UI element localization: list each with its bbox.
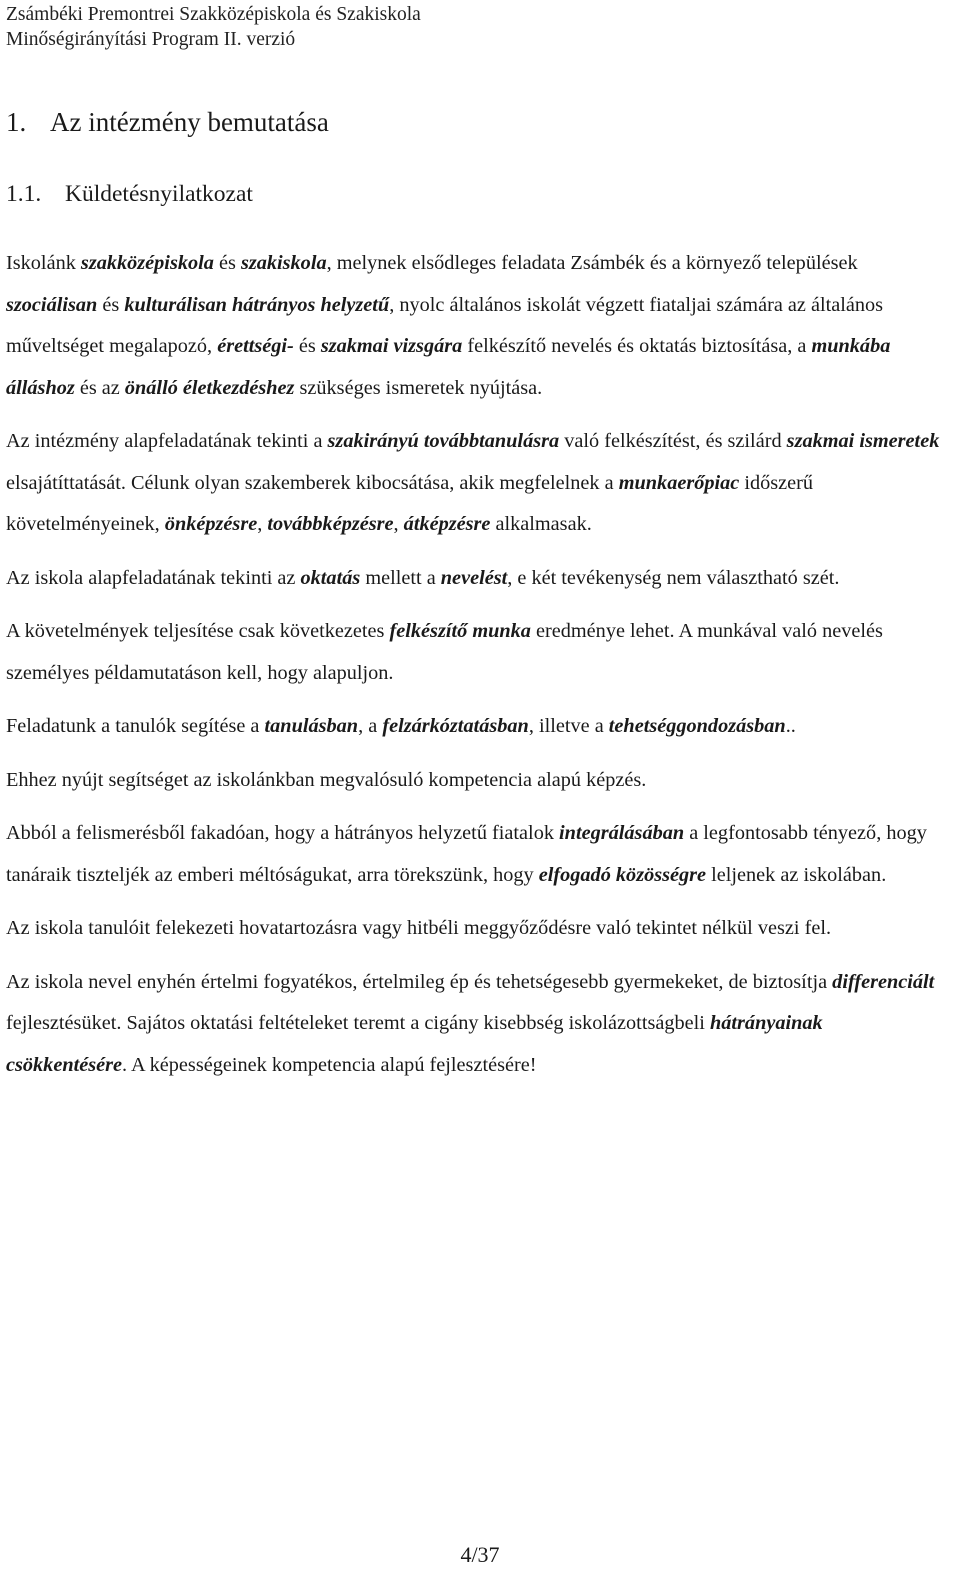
- text-run: ..: [785, 715, 796, 737]
- page-number: 4/37: [460, 1542, 500, 1567]
- text-run: , a: [358, 715, 383, 737]
- text-run: ,: [393, 513, 404, 535]
- text-run: Az intézmény alapfeladatának tekinti a: [6, 430, 328, 452]
- keyword-emphasis: oktatás: [300, 566, 361, 589]
- text-run: és: [213, 252, 241, 274]
- keyword-emphasis: továbbképzésre: [267, 513, 394, 535]
- text-run: időszerű követelményeinek,: [6, 471, 814, 535]
- keyword-emphasis: hátrányainak csökkentésére: [6, 1012, 823, 1076]
- paragraph: [6, 558, 946, 600]
- keyword-emphasis: munkába álláshoz: [6, 335, 891, 399]
- keyword-emphasis: nevelést: [440, 566, 508, 589]
- paragraph: [6, 243, 946, 409]
- keyword-emphasis: érettségi-: [217, 335, 294, 357]
- text-run: A követelmények teljesítése csak következetes: [6, 620, 390, 642]
- paragraph: [6, 962, 946, 1087]
- text-run: elsajátíttatását. Célunk olyan szakemberek kibocsátása, akik megfelelnek a: [6, 471, 619, 494]
- text-run: Iskolánk: [6, 252, 81, 274]
- subsection-title: Küldetésnyilatkozat: [65, 181, 253, 207]
- text-run: eredménye lehet. A munkával való nevelés személyes példamutatáson kell, hogy alapuljon.: [6, 620, 883, 684]
- keyword-emphasis: szakközépiskola: [80, 252, 214, 274]
- text-run: Az iskola nevel enyhén értelmi fogyatékos, értelmileg ép és tehetségesebb gyermekeket, de biztosítja: [6, 970, 833, 993]
- keyword-emphasis: szakiskola: [240, 252, 327, 274]
- paragraph: [6, 611, 946, 694]
- paragraph: [6, 813, 946, 896]
- text-run: felkészítő nevelés és oktatás biztosítása, a: [462, 335, 812, 357]
- subsection-heading: [6, 179, 253, 209]
- keyword-emphasis: differenciált: [832, 970, 935, 993]
- keyword-emphasis: szakirányú továbbtanulásra: [327, 430, 560, 452]
- text-run: alkalmasak.: [490, 513, 592, 535]
- keyword-emphasis: szociálisan: [6, 293, 98, 316]
- keyword-emphasis: tehetséggondozásban: [608, 715, 786, 737]
- text-run: . A képességeinek kompetencia alapú fejlesztésére!: [122, 1053, 537, 1076]
- keyword-emphasis: önképzésre: [164, 513, 258, 535]
- text-run: Abból a felismerésből fakadóan, hogy a hátrányos helyzetű fiatalok: [6, 822, 560, 844]
- paragraph: [6, 706, 946, 748]
- paragraph: [6, 908, 946, 950]
- text-run: Feladatunk a tanulók segítése a: [6, 715, 265, 737]
- subsection-number: 1.1.: [6, 181, 42, 207]
- keyword-emphasis: felzárkóztatásban: [382, 715, 529, 737]
- keyword-emphasis: szakmai vizsgára: [320, 335, 463, 357]
- text-run: és: [97, 293, 125, 316]
- keyword-emphasis: átképzésre: [403, 513, 491, 535]
- text-run: , nyolc általános iskolát végzett fiataljai számára az általános műveltséget megalapozó,: [6, 293, 884, 357]
- text-run: Az iskola tanulóit felekezeti hovatartozásra vagy hitbéli meggyőződésre való tekintet nélkül veszi fel.: [6, 917, 832, 939]
- text-run: Ehhez nyújt segítséget az iskolánkban megvalósuló kompetencia alapú képzés.: [6, 768, 647, 791]
- text-run: , melynek elsődleges feladata Zsámbék és a környező települések: [326, 252, 858, 274]
- keyword-emphasis: kulturálisan hátrányos helyzetű: [124, 293, 390, 316]
- keyword-emphasis: szakmai ismeretek: [786, 430, 940, 452]
- keyword-emphasis: felkészítő munka: [389, 620, 531, 642]
- body-text: [6, 243, 946, 1098]
- text-run: mellett a: [360, 566, 441, 589]
- text-run: való felkészítést, és szilárd: [559, 430, 787, 452]
- text-run: , e két tevékenység nem választható szét.: [507, 566, 840, 589]
- section-heading: [6, 104, 329, 140]
- text-run: leljenek az iskolában.: [706, 863, 887, 886]
- keyword-emphasis: integrálásában: [559, 822, 685, 844]
- header-program-version: Minőségirányítási Program II. verzió: [6, 29, 296, 50]
- header-school-name: Zsámbéki Premontrei Szakközépiskola és Szakiskola: [6, 4, 421, 25]
- section-title: Az intézmény bemutatása: [50, 107, 329, 137]
- text-run: , illetve a: [528, 715, 609, 737]
- paragraph: [6, 421, 946, 546]
- keyword-emphasis: munkaerőpiac: [618, 471, 740, 494]
- keyword-emphasis: önálló életkezdéshez: [124, 376, 295, 399]
- paragraph: [6, 760, 946, 802]
- running-header: [6, 2, 421, 52]
- keyword-emphasis: elfogadó közösségre: [538, 863, 707, 886]
- text-run: és az: [74, 376, 125, 399]
- text-run: szükséges ismeretek nyújtása.: [294, 376, 543, 399]
- text-run: ,: [257, 513, 268, 535]
- text-run: Az iskola alapfeladatának tekinti az: [6, 566, 301, 589]
- keyword-emphasis: tanulásban: [264, 715, 359, 737]
- text-run: a legfontosabb tényező, hogy tanáraik tiszteljék az emberi méltóságukat, arra törekszünk, hogy: [6, 822, 927, 886]
- section-number: 1.: [6, 107, 27, 137]
- text-run: fejlesztésüket. Sajátos oktatási feltételeket teremt a cigány kisebbség iskolázottságbeli: [6, 1012, 710, 1034]
- text-run: és: [293, 335, 321, 357]
